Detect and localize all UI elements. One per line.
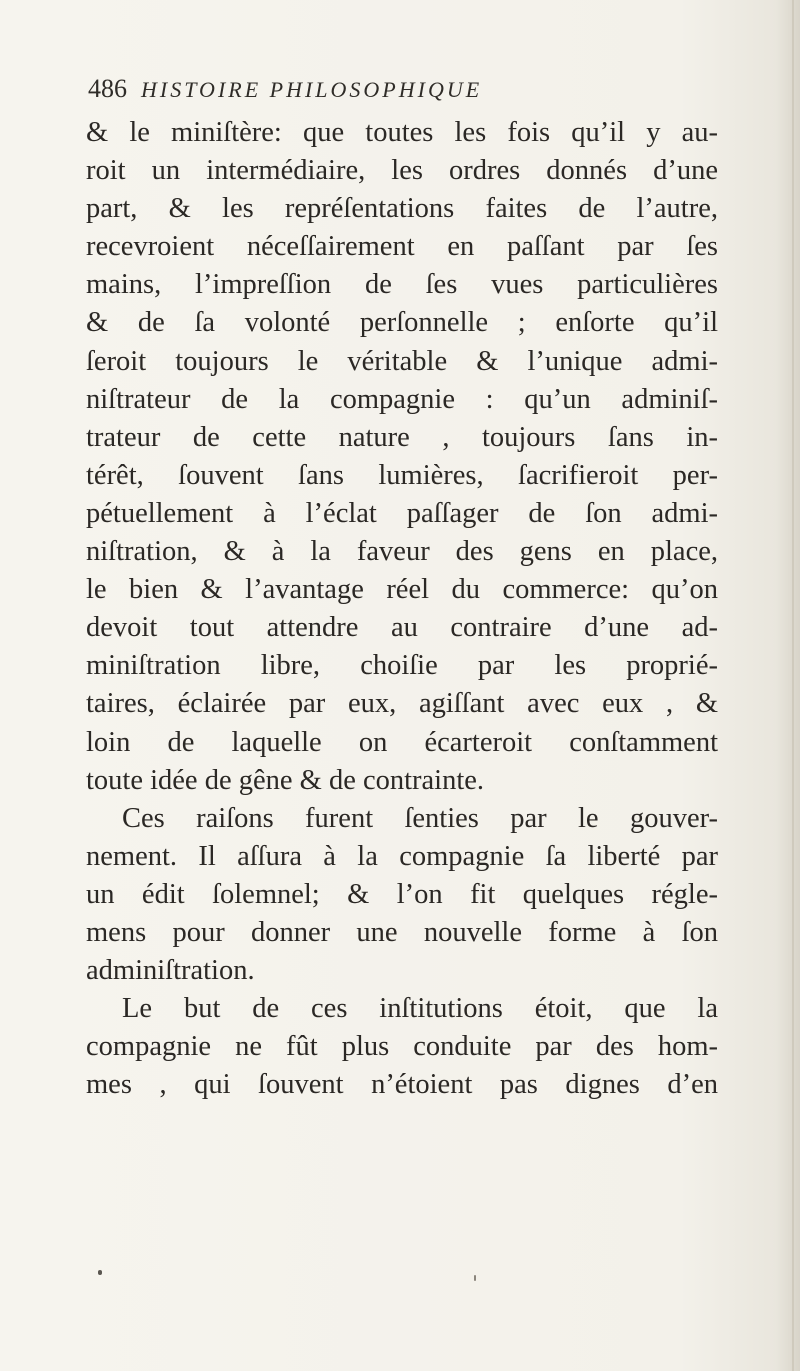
page-number: 486 <box>88 74 127 103</box>
text-line: mes , qui ſouvent n’étoient pas dignes d’en <box>86 1069 718 1101</box>
text-line: taires, éclairée par eux, agiſſant avec eux , & <box>86 688 718 720</box>
text-line: toute idée de gêne & de contrainte. <box>86 764 485 796</box>
paragraph-first-line: Le but de ces inſtitutions étoit, que la <box>122 993 718 1025</box>
text-line: roit un intermédiaire, les ordres donnés d’une <box>86 155 718 187</box>
text-line: devoit tout attendre au contraire d’une ad- <box>86 612 718 644</box>
text-line: adminiſtration. <box>86 955 255 987</box>
text-line: pétuellement à l’éclat paſſager de ſon admi- <box>86 497 718 529</box>
ink-speck <box>98 1270 102 1275</box>
text-line: compagnie ne fût plus conduite par des hom- <box>86 1031 718 1063</box>
text-line: niſtration, & à la faveur des gens en place, <box>86 536 718 568</box>
text-line: trateur de cette nature , toujours ſans in- <box>86 421 718 453</box>
running-title: HISTOIRE PHILOSOPHIQUE <box>141 77 483 102</box>
text-line: miniſtration libre, choiſie par les proprié- <box>86 650 718 682</box>
text-line: ſeroit toujours le véritable & l’unique admi- <box>86 345 718 377</box>
text-line: mains, l’impreſſion de ſes vues particulières <box>86 269 718 301</box>
body-text <box>86 114 718 1104</box>
text-line: niſtrateur de la compagnie : qu’un adminiſ- <box>86 383 718 415</box>
text-line: mens pour donner une nouvelle forme à ſon <box>86 916 718 948</box>
text-line: & le miniſtère: que toutes les fois qu’il y au- <box>86 117 718 148</box>
text-line: part, & les repréſentations faites de l’autre, <box>86 193 718 225</box>
ink-speck <box>474 1275 476 1281</box>
running-head <box>88 74 482 110</box>
text-line: le bien & l’avantage réel du commerce: qu’on <box>86 574 718 606</box>
paragraph-first-line: Ces raiſons furent ſenties par le gouver- <box>122 802 718 834</box>
text-line: un édit ſolemnel; & l’on fit quelques régle- <box>86 878 718 910</box>
text-line: nement. Il aſſura à la compagnie ſa liberté par <box>86 840 718 872</box>
text-line: loin de laquelle on écarteroit conſtamment <box>86 726 718 758</box>
text-line: & de ſa volonté perſonnelle ; enſorte qu’il <box>86 307 718 339</box>
text-line: térêt, ſouvent ſans lumières, ſacrifieroit per- <box>86 459 718 491</box>
page-edge <box>792 0 794 1371</box>
text-line: recevroient néceſſairement en paſſant par ſes <box>86 231 718 263</box>
